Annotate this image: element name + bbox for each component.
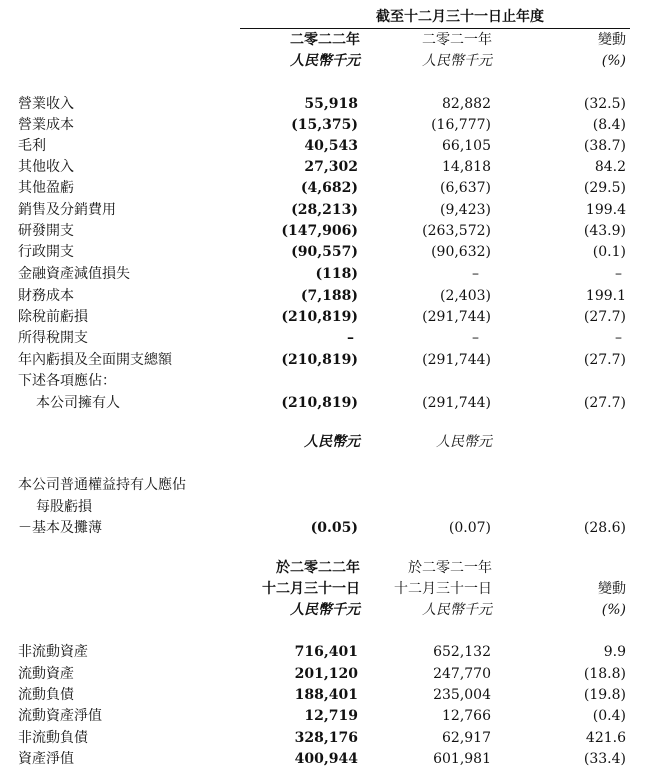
percent-header: (%) (601, 53, 626, 69)
eps-unit-current-header: 人民幣元 (304, 434, 360, 450)
unit-current-header: 人民幣千元 (290, 53, 360, 69)
row-prior: – (472, 266, 479, 282)
date-prior-line1: 於二零二一年 (408, 560, 492, 576)
balance-unit-prior-header: 人民幣千元 (422, 602, 492, 618)
row-current: – (347, 330, 354, 346)
row-current: 188,401 (294, 687, 358, 703)
row-current: (210,819) (281, 309, 358, 325)
row-change: (32.5) (583, 96, 626, 112)
row-current: (210,819) (281, 352, 358, 368)
eps-change: (28.6) (583, 520, 626, 536)
row-label: 毛利 (18, 138, 46, 154)
row-label: 其他盈虧 (18, 180, 74, 196)
year-prior-header: 二零二一年 (422, 32, 492, 48)
period-header-underline (240, 28, 630, 29)
row-change: (43.9) (583, 223, 626, 239)
row-prior: (291,744) (422, 352, 491, 368)
change-header: 變動 (598, 32, 626, 48)
row-prior: 14,818 (442, 159, 491, 175)
balance-percent-header: (%) (601, 602, 626, 618)
row-label: 除稅前虧損 (18, 309, 88, 325)
eps-label-line3: －基本及攤薄 (18, 520, 102, 536)
row-label: 非流動負債 (18, 730, 88, 746)
row-current: (15,375) (291, 117, 358, 133)
row-prior: 62,917 (442, 730, 491, 746)
row-prior: 247,770 (433, 666, 491, 682)
row-prior: (291,744) (422, 395, 491, 411)
row-label: 營業收入 (18, 96, 74, 112)
row-prior: (263,572) (422, 223, 491, 239)
row-prior: 12,766 (442, 708, 491, 724)
row-prior: 66,105 (442, 138, 491, 154)
row-label: 金融資產減值損失 (18, 266, 130, 282)
row-current: 328,176 (294, 730, 358, 746)
row-change: – (615, 266, 622, 282)
row-prior: (291,744) (422, 309, 491, 325)
row-label: 所得稅開支 (18, 330, 88, 346)
row-change: (0.1) (592, 244, 626, 260)
row-change: 84.2 (594, 159, 626, 175)
row-label: 其他收入 (18, 159, 74, 175)
row-label: 財務成本 (18, 288, 74, 304)
row-change: (27.7) (583, 352, 626, 368)
row-prior: 235,004 (433, 687, 491, 703)
row-label: 研發開支 (18, 223, 74, 239)
row-change: (18.8) (583, 666, 626, 682)
row-label: 銷售及分銷費用 (18, 202, 116, 218)
row-label: 流動資產淨值 (18, 708, 102, 724)
eps-prior: (0.07) (448, 520, 491, 536)
date-prior-line2: 十二月三十一日 (394, 581, 492, 597)
row-current: (4,682) (300, 180, 358, 196)
row-current: 55,918 (304, 96, 358, 112)
eps-current: (0.05) (310, 520, 358, 536)
row-label: 下述各項應佔： (18, 373, 116, 389)
row-label: 營業成本 (18, 117, 74, 133)
row-prior: (9,423) (439, 202, 491, 218)
eps-unit-prior-header: 人民幣元 (436, 434, 492, 450)
row-current: 12,719 (304, 708, 358, 724)
row-change: 199.1 (585, 288, 626, 304)
row-prior: 82,882 (442, 96, 491, 112)
row-current: 27,302 (304, 159, 358, 175)
row-label: 行政開支 (18, 244, 74, 260)
row-current: 716,401 (294, 644, 358, 660)
row-change: (27.7) (583, 309, 626, 325)
row-change: (0.4) (592, 708, 626, 724)
row-label: 年內虧損及全面開支總額 (18, 352, 172, 368)
eps-label-line1: 本公司普通權益持有人應佔 (18, 477, 186, 493)
row-current: (147,906) (281, 223, 358, 239)
row-current: (90,557) (291, 244, 358, 260)
row-change: 199.4 (585, 202, 626, 218)
row-change: 421.6 (585, 730, 626, 746)
row-current: 201,120 (294, 666, 358, 682)
row-label: 流動負債 (18, 687, 74, 703)
row-change: (19.8) (583, 687, 626, 703)
row-prior: 601,981 (433, 751, 491, 767)
row-current: (28,213) (291, 202, 358, 218)
balance-unit-current-header: 人民幣千元 (290, 602, 360, 618)
year-current-header: 二零二二年 (290, 32, 360, 48)
row-prior: 652,132 (433, 644, 491, 660)
row-change: – (615, 330, 622, 346)
balance-change-header: 變動 (598, 581, 626, 597)
row-label: 資產淨值 (18, 751, 74, 767)
row-prior: (6,637) (439, 180, 491, 196)
row-prior: – (472, 330, 479, 346)
row-change: (29.5) (583, 180, 626, 196)
row-change: (33.4) (583, 751, 626, 767)
row-change: (27.7) (583, 395, 626, 411)
row-prior: (2,403) (439, 288, 491, 304)
row-current: 400,944 (294, 751, 358, 767)
row-change: 9.9 (603, 644, 626, 660)
row-change: (8.4) (592, 117, 626, 133)
row-prior: (16,777) (431, 117, 491, 133)
date-current-line2: 十二月三十一日 (262, 581, 360, 597)
row-label: 流動資產 (18, 666, 74, 682)
unit-prior-header: 人民幣千元 (422, 53, 492, 69)
row-current: (210,819) (281, 395, 358, 411)
row-prior: (90,632) (431, 244, 491, 260)
row-current: (118) (315, 266, 358, 282)
eps-label-line2: 每股虧損 (36, 499, 92, 515)
row-label: 本公司擁有人 (36, 395, 120, 411)
row-current: 40,543 (304, 138, 358, 154)
row-change: (38.7) (583, 138, 626, 154)
period-header: 截至十二月三十一日止年度 (376, 9, 544, 25)
row-label: 非流動資產 (18, 644, 88, 660)
row-current: (7,188) (300, 288, 358, 304)
date-current-line1: 於二零二二年 (276, 560, 360, 576)
